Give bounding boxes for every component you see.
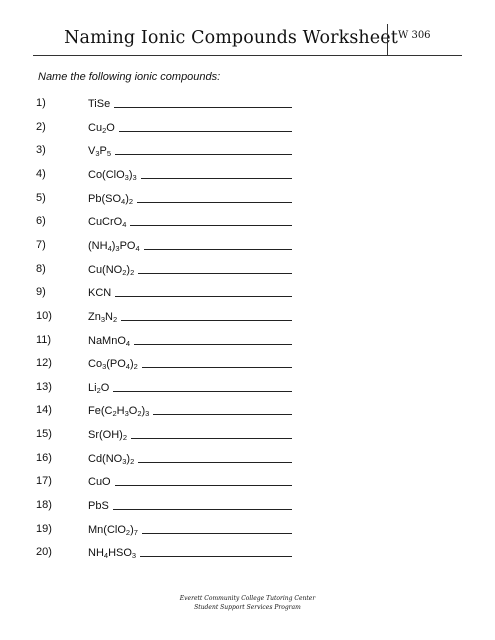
question-content [88,97,292,110]
question-item [0,428,495,442]
formula-subscript: 4 [125,362,130,372]
answer-blank-line[interactable] [115,286,292,297]
answer-blank-line[interactable] [131,428,292,439]
answer-blank-line[interactable] [115,475,292,486]
formula-subscript: 4 [121,196,126,206]
chemical-formula [88,240,140,252]
question-content [88,263,292,276]
answer-blank-line[interactable] [119,121,292,132]
formula-subscript: 3 [115,243,120,253]
formula-subscript: 2 [112,409,117,419]
question-item [0,97,495,111]
chemical-formula [88,311,117,323]
question-number: 6) [36,215,46,228]
question-number: 4) [36,167,46,180]
question-number: 20) [36,546,52,559]
question-item [0,452,495,466]
formula-subscript: 4 [122,220,127,230]
question-item [0,121,495,135]
formula-subscript: 3 [102,362,107,372]
question-number: 3) [36,144,46,157]
chemical-formula [88,145,111,157]
chemical-formula [88,287,111,299]
question-content [88,404,292,417]
chemical-formula [88,216,126,228]
formula-text: V [88,145,96,158]
question-content [88,215,292,228]
question-item [0,286,495,300]
question-content [88,475,292,488]
question-number: 14) [36,404,52,417]
question-number: 9) [36,286,46,299]
instructions: Name the following ionic compounds: [38,71,221,83]
formula-text: H [116,405,125,418]
footer [0,594,495,612]
answer-blank-line[interactable] [138,452,292,463]
chemical-formula [88,405,149,417]
question-number: 5) [36,191,46,204]
chemical-formula [88,264,134,276]
question-item [0,334,495,348]
formula-text: Cu(NO [88,263,123,276]
answer-blank-line[interactable] [138,263,292,274]
formula-text: PbS [88,500,109,512]
formula-subscript: 2 [133,362,138,372]
question-item [0,357,495,371]
formula-text: KCN [88,287,112,300]
formula-text: Fe(C [88,405,113,418]
footer-line-1: Everett Community College Tutoring Center [179,595,316,602]
question-number: 8) [36,262,46,275]
question-item [0,192,495,206]
formula-subscript: 3 [124,172,129,182]
question-item [0,523,495,537]
formula-text: ) [129,358,134,371]
question-content [88,192,292,205]
formula-subscript: 2 [137,409,142,419]
question-item [0,168,495,182]
formula-text: P [99,145,107,158]
question-item [0,239,495,253]
footer-line-2: Student Support Services Program [194,604,301,611]
chemical-formula [88,193,133,205]
page-title: Naming Ionic Compounds Worksheet [64,28,398,48]
answer-blank-line[interactable] [113,381,292,392]
answer-blank-line[interactable] [113,499,292,510]
question-item [0,381,495,395]
chemical-formula [88,382,109,394]
formula-subscript: 3 [145,409,150,419]
question-number: 10) [36,309,52,322]
question-content [88,546,292,559]
formula-text: Li [88,381,97,394]
question-item [0,310,495,324]
formula-subscript: 4 [103,551,109,561]
formula-text: ) [128,168,133,181]
answer-blank-line[interactable] [140,546,292,557]
formula-text: NaMnO [88,334,126,347]
formula-subscript: 7 [133,527,138,537]
formula-subscript: 2 [122,433,127,443]
question-item [0,263,495,277]
formula-subscript: 2 [96,385,101,395]
formula-text: O [106,121,115,134]
question-content [88,499,292,512]
question-number: 7) [36,238,46,251]
chemical-formula [88,358,138,370]
formula-text: HSO [108,547,132,560]
question-number: 18) [36,499,52,511]
formula-subscript: 2 [122,267,127,277]
chemical-formula [88,547,136,559]
formula-subscript: 5 [106,149,112,159]
formula-subscript: 2 [125,527,131,537]
formula-subscript: 2 [130,456,135,466]
formula-text: N [105,310,113,323]
worksheet-code: W 306 [398,30,431,41]
question-item [0,475,495,489]
question-item [0,546,495,560]
question-content [88,334,292,347]
question-content [88,523,292,536]
formula-text: Mn(ClO [88,523,126,536]
formula-text: Co(ClO [88,168,125,181]
answer-blank-line[interactable] [153,404,292,415]
formula-text: ) [111,239,116,252]
question-content [88,144,292,157]
answer-blank-line[interactable] [142,357,292,368]
answer-blank-line[interactable] [141,168,292,179]
question-content [88,357,292,370]
question-content [88,286,292,299]
formula-subscript: 2 [128,196,134,206]
formula-text: ) [130,523,134,536]
answer-blank-line[interactable] [114,97,292,108]
formula-text: Cu [88,121,103,134]
answer-blank-line[interactable] [137,192,292,203]
answer-blank-line[interactable] [115,144,292,155]
formula-text: CuO [88,476,111,489]
formula-subscript: 3 [95,149,100,159]
formula-subscript: 3 [124,409,129,419]
chemical-formula [88,335,130,347]
chemical-formula [88,524,138,536]
chemical-formula [88,476,111,488]
formula-text: (PO [106,358,126,371]
formula-text: ) [125,192,129,205]
formula-text: Cd(NO [88,452,123,465]
question-content [88,428,292,441]
question-item [0,215,495,229]
question-number: 2) [36,120,46,133]
answer-blank-line[interactable] [144,239,292,250]
formula-text: Zn [88,310,101,323]
question-number: 15) [36,428,52,441]
question-item [0,499,495,513]
chemical-formula [88,453,134,465]
question-number: 16) [36,451,52,464]
formula-text: Sr(OH) [88,429,123,442]
chemical-formula [88,169,137,181]
formula-subscript: 3 [131,551,137,561]
formula-text: Pb(SO [88,192,122,205]
formula-text: ) [141,405,146,418]
question-number: 19) [36,522,52,535]
formula-subscript: 3 [122,456,127,466]
formula-subscript: 4 [107,243,112,253]
formula-text: PO [119,239,136,252]
formula-subscript: 4 [125,338,131,348]
formula-text: ) [126,263,131,276]
formula-text: ) [126,452,131,465]
formula-subscript: 4 [135,243,140,253]
chemical-formula [88,98,110,110]
formula-text: O [100,381,110,394]
formula-text: NH [88,547,104,560]
formula-subscript: 2 [102,125,107,135]
answer-blank-line[interactable] [130,215,292,226]
question-number: 1) [36,97,46,109]
question-content [88,381,292,394]
chemical-formula [88,500,109,512]
formula-subscript: 3 [132,172,137,182]
formula-subscript: 2 [112,314,118,324]
question-content [88,121,292,134]
formula-subscript: 2 [130,267,135,277]
answer-blank-line[interactable] [121,310,292,321]
formula-text: O [128,405,138,418]
question-number: 11) [36,333,52,346]
chemical-formula [88,429,127,441]
formula-text: TiSe [88,98,111,110]
formula-subscript: 3 [100,314,106,324]
question-content [88,310,292,323]
question-content [88,239,292,252]
chemical-formula [88,122,115,134]
question-number: 12) [36,357,52,370]
question-content [88,452,292,465]
answer-blank-line[interactable] [134,334,292,345]
question-number: 17) [36,475,52,488]
formula-text: Co [88,358,103,371]
formula-text: CuCrO [88,216,123,229]
formula-text: (NH [88,239,108,252]
question-item [0,404,495,418]
answer-blank-line[interactable] [142,523,292,534]
question-item [0,144,495,158]
question-number: 13) [36,380,52,393]
question-content [88,168,292,181]
